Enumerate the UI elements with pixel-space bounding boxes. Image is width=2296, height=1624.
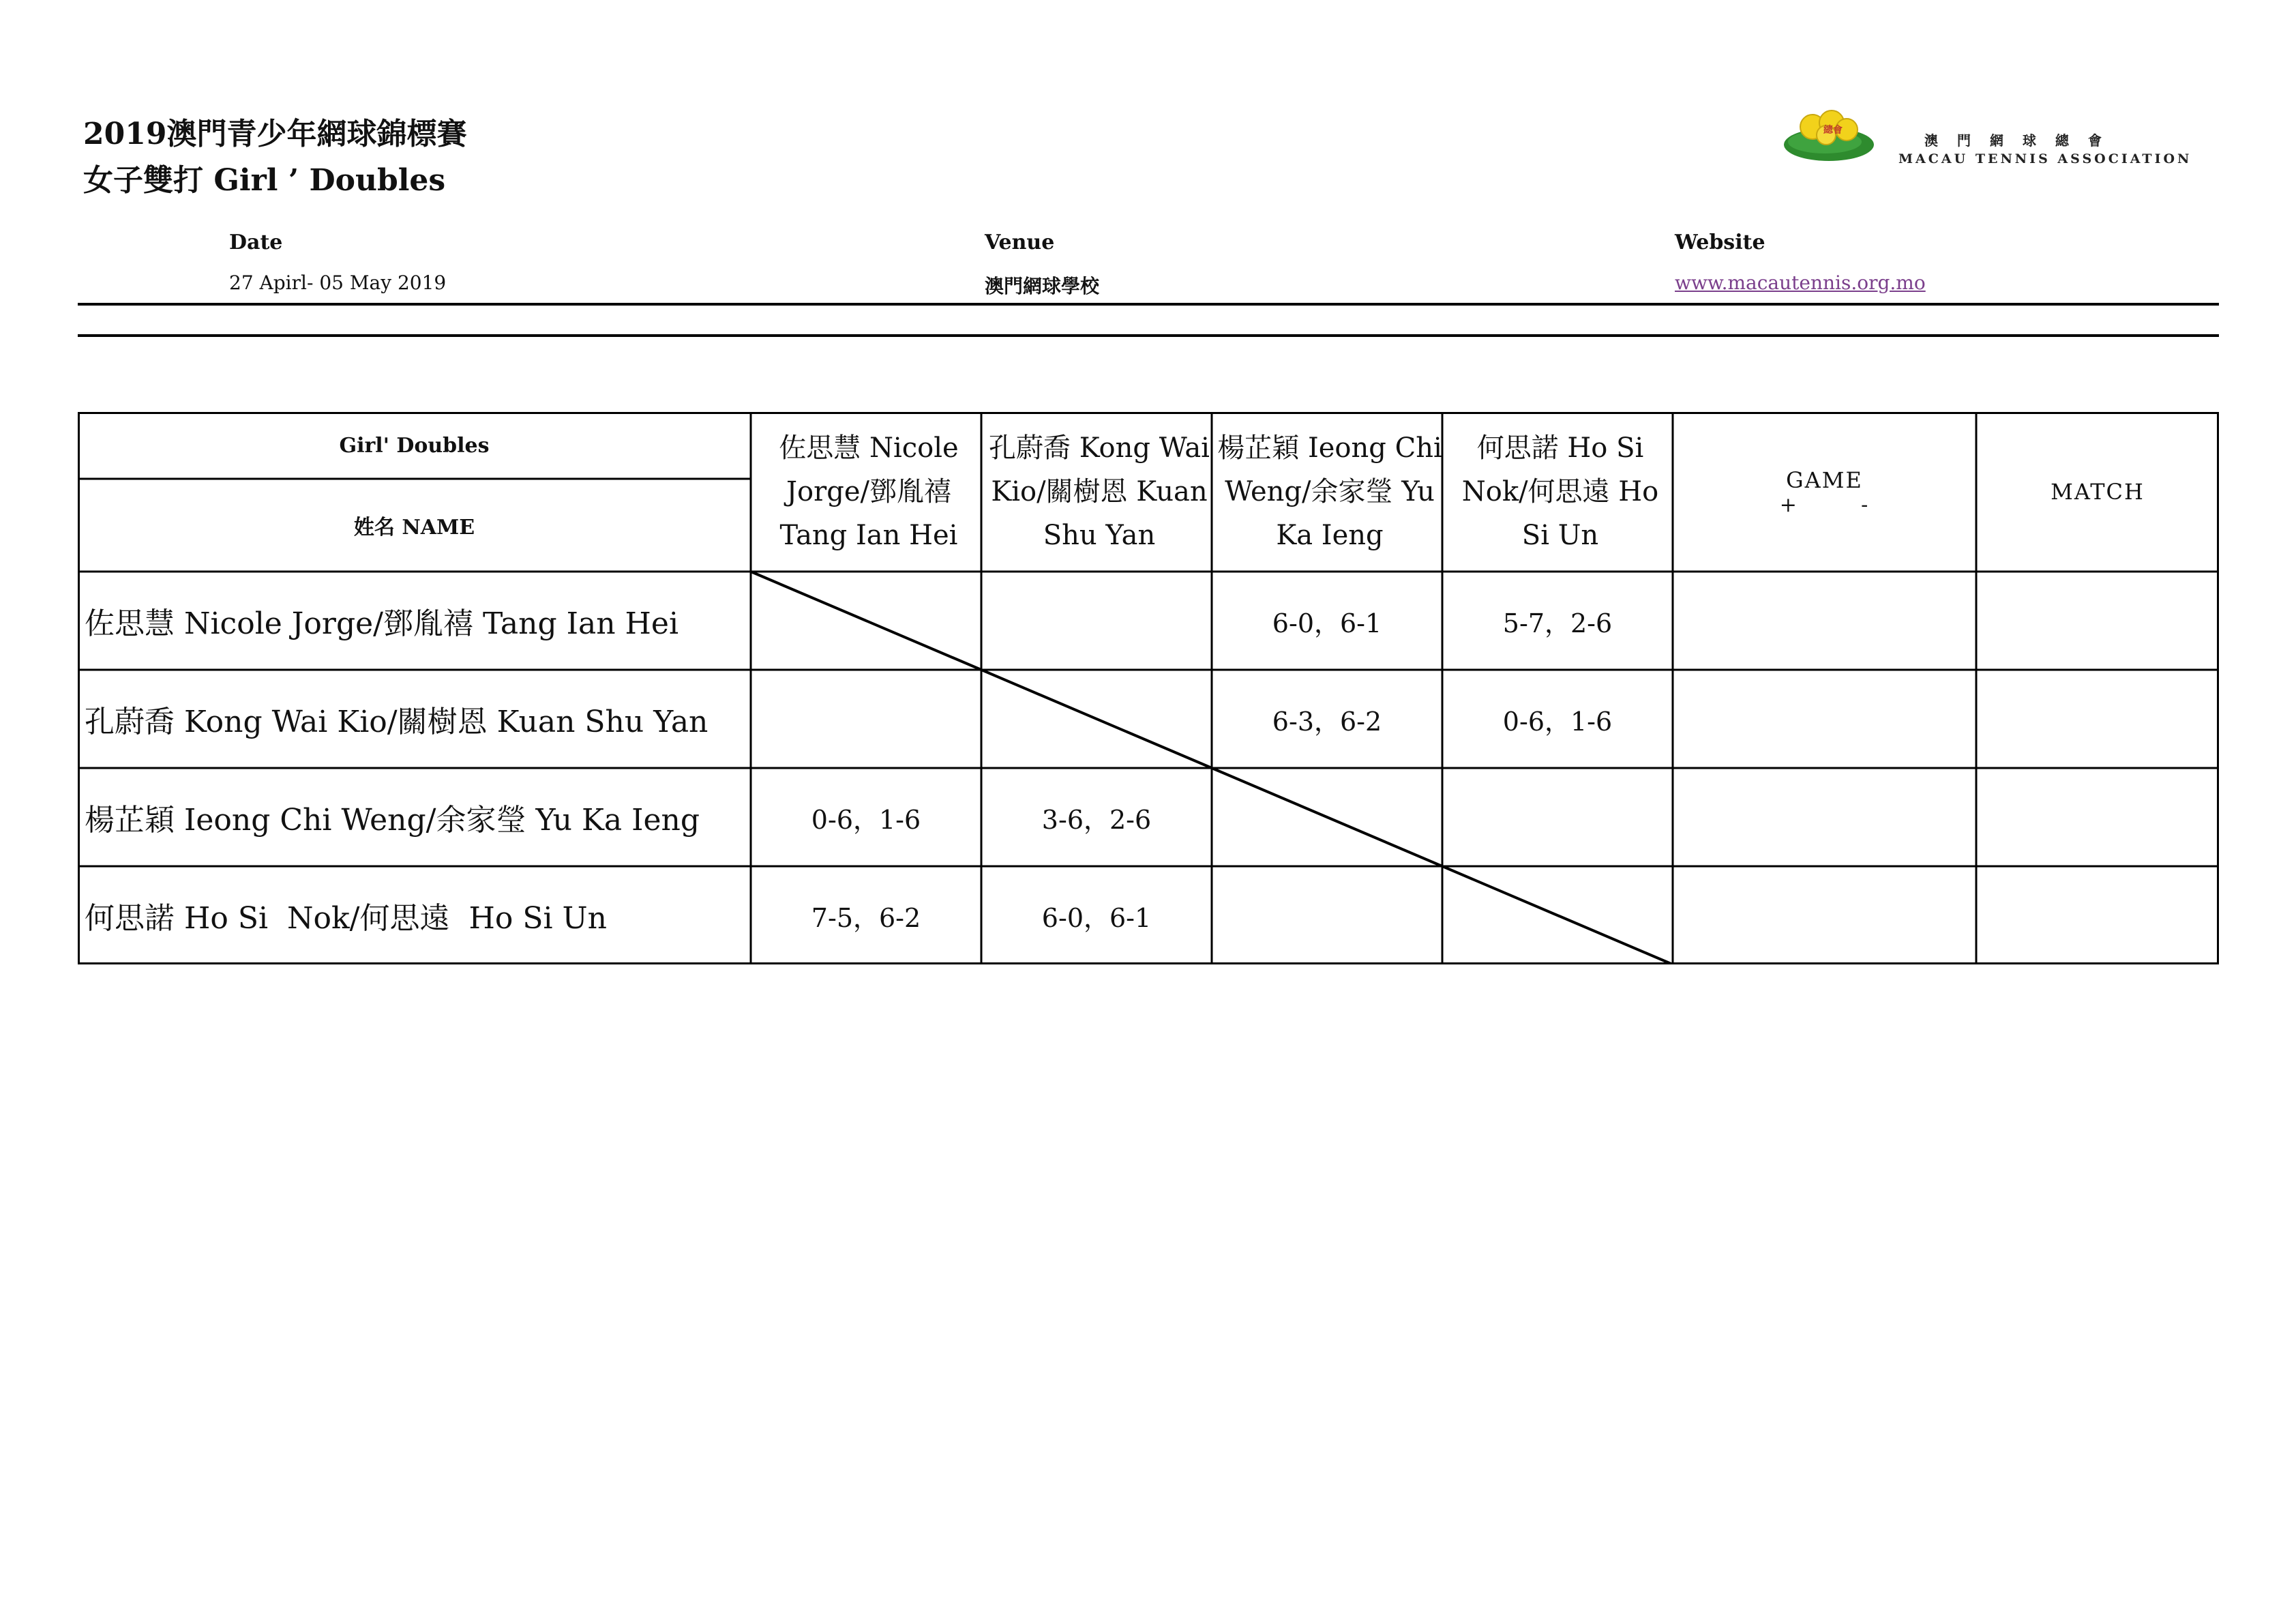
score-cell: 6-0，6-1 (1272, 608, 1382, 638)
logo-mark-text: 總會 (1823, 125, 1843, 136)
logo-english-name: MACAU TENNIS ASSOCIATION (1898, 151, 2192, 166)
corner-header-name: 姓名 NAME (353, 516, 475, 540)
venue-label: Venue (985, 231, 1055, 254)
column-header-match: MATCH (2051, 479, 2145, 505)
column-header-game (1673, 412, 1976, 572)
date-label: Date (229, 231, 283, 254)
corner-header-title: Girl' Doubles (339, 433, 490, 458)
date-value: 27 Apirl- 05 May 2019 (229, 271, 447, 294)
game-cell (1673, 670, 1976, 768)
game-cell (1673, 572, 1976, 670)
score-cell (981, 572, 1212, 670)
header-divider-bottom (78, 334, 2219, 337)
score-cell (751, 572, 981, 670)
row-name-team-3: 楊芷穎 Ieong Chi Weng/余家瑩 Yu Ka Ieng (85, 803, 700, 838)
match-cell (1976, 670, 2219, 768)
column-header-team-4: 何思諾 Ho Si Nok/何思遠 Ho Si Un (1461, 432, 1659, 551)
column-header-team-1: 佐思慧 Nicole Jorge/鄧胤禧 Tang Ian Hei (779, 432, 959, 551)
score-cell (1442, 768, 1673, 866)
game-cell (1673, 866, 1976, 964)
row-name-team-1: 佐思慧 Nicole Jorge/鄧胤禧 Tang Ian Hei (85, 606, 679, 641)
score-cell (1212, 768, 1442, 866)
score-cell: 7-5，6-2 (811, 902, 921, 933)
score-cell: 0-6，1-6 (1502, 706, 1613, 737)
website-label: Website (1675, 231, 1765, 254)
column-header-team-2: 孔蔚喬 Kong Wai Kio/關樹恩 Kuan Shu Yan (989, 432, 1210, 551)
website-link[interactable]: www.macautennis.org.mo (1675, 271, 1926, 294)
score-cell (751, 670, 981, 768)
venue-value: 澳門網球學校 (985, 275, 1100, 297)
score-cell: 0-6，1-6 (811, 804, 921, 835)
score-cell: 6-3，6-2 (1272, 706, 1382, 737)
score-cell (1442, 866, 1673, 964)
match-cell (1976, 768, 2219, 866)
score-cell (981, 670, 1212, 768)
score-cell: 3-6，2-6 (1041, 804, 1152, 835)
page-subtitle: 女子雙打 Girl ’ Doubles (83, 163, 446, 198)
row-name-team-2: 孔蔚喬 Kong Wai Kio/關樹恩 Kuan Shu Yan (85, 705, 709, 739)
game-signs: + - (1779, 492, 1870, 517)
tennis-association-logo-icon (1781, 109, 1877, 164)
row-name-team-4: 何思諾 Ho Si Nok/何思遠 Ho Si Un (85, 901, 607, 936)
match-cell (1976, 572, 2219, 670)
game-cell (1673, 768, 1976, 866)
association-logo (1781, 109, 2296, 177)
results-table (78, 412, 2219, 964)
match-cell (1976, 866, 2219, 964)
logo-chinese-name: 澳門網球總會 (1924, 132, 2121, 149)
score-cell: 5-7，2-6 (1502, 608, 1613, 638)
column-header-team-3: 楊芷穎 Ieong Chi Weng/余家瑩 Yu Ka Ieng (1217, 432, 1442, 551)
page-title: 2019澳門青少年網球錦標賽 (83, 117, 467, 151)
header-divider-top (78, 303, 2219, 306)
game-label: GAME (1786, 467, 1863, 493)
score-cell (1212, 866, 1442, 964)
score-cell: 6-0，6-1 (1041, 902, 1152, 933)
